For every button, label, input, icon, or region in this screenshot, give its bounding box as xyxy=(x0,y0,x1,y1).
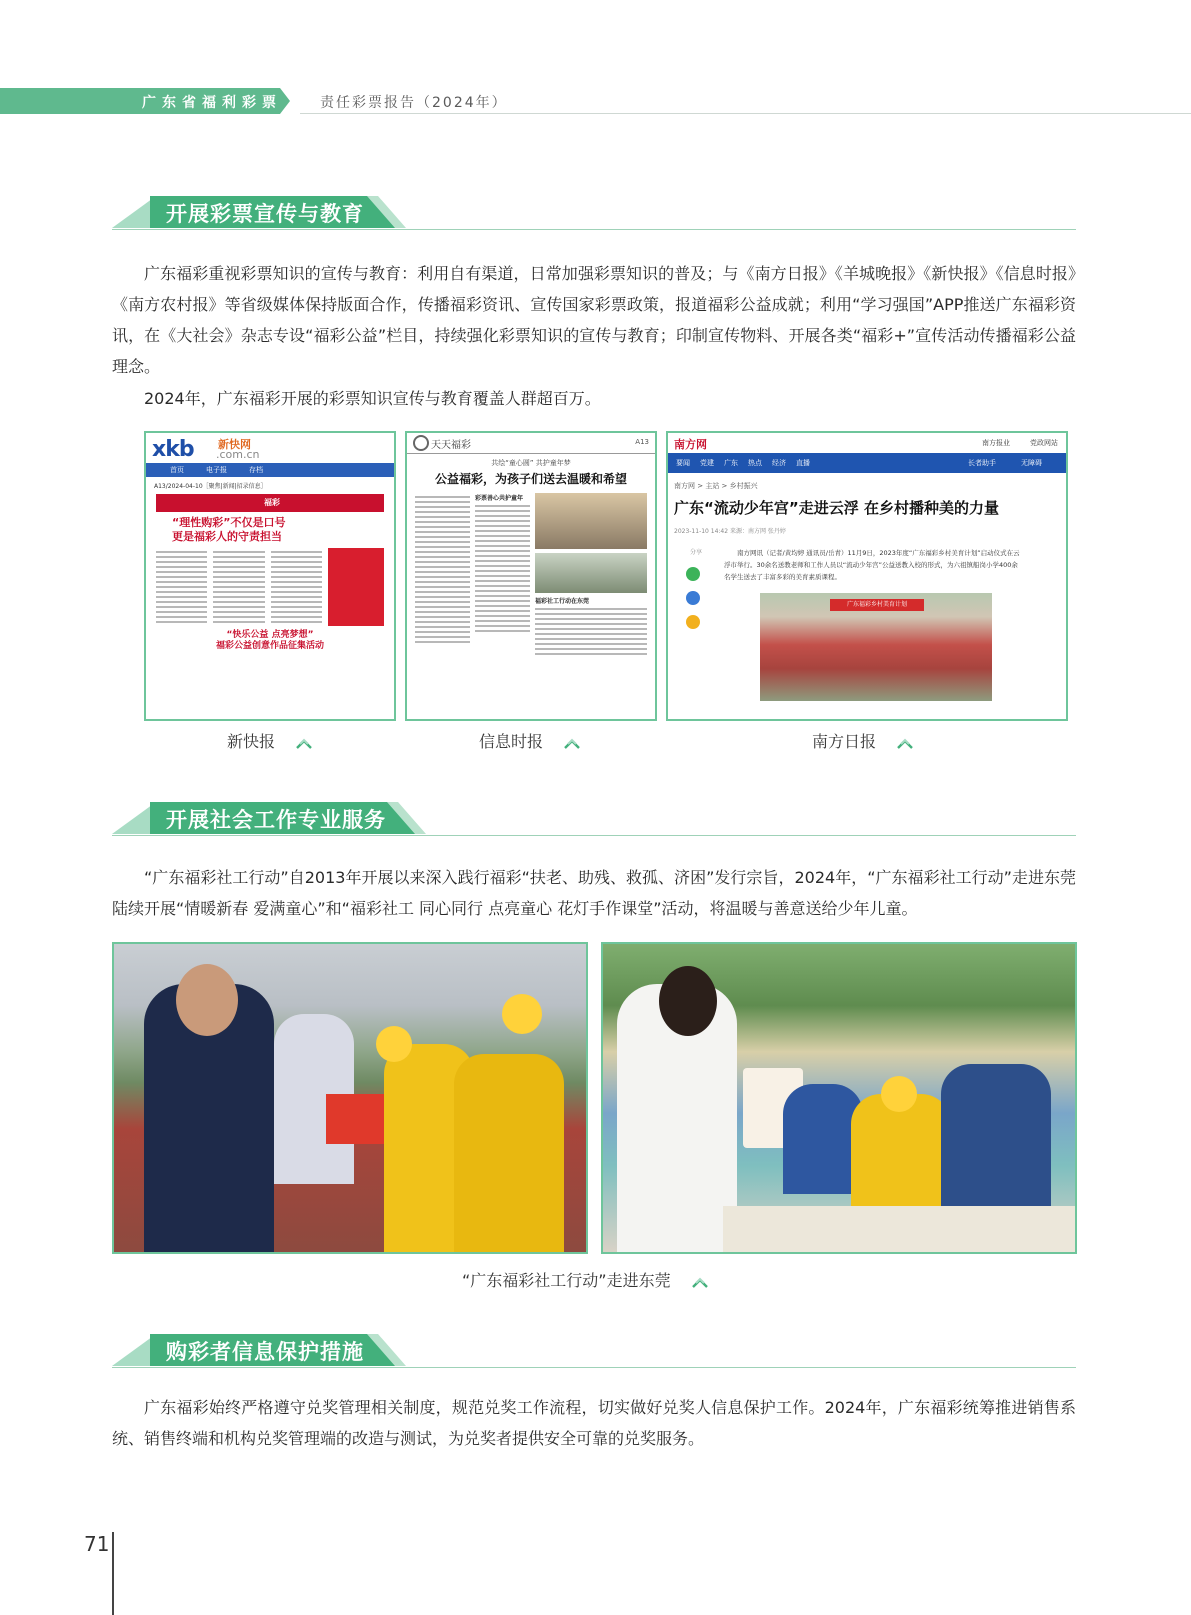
heading-decoration xyxy=(112,1334,156,1366)
chevron-up-icon xyxy=(690,1275,710,1289)
nfrb-breadcrumb: 南方网 > 主站 > 乡村振兴 xyxy=(674,482,758,490)
xkb-subhead xyxy=(146,630,394,652)
xkb-date-line: A13/2024-04-10［聚焦|新闻|招录信息］ xyxy=(154,483,267,490)
header-divider xyxy=(300,113,1191,114)
event-photo-gifts xyxy=(112,942,588,1254)
xxsb-sub2: 福彩社工行动在东莞 xyxy=(535,598,590,605)
page-header xyxy=(0,88,1191,114)
xkb-nav-item: 电子报 xyxy=(206,466,227,474)
xkb-domain: .com.cn xyxy=(216,448,260,461)
nfrb-body xyxy=(668,541,1066,711)
paragraph: 广东福彩始终严格遵守兑奖管理相关制度，规范兑奖工作流程，切实做好兑奖人信息保护工作。2024年，广东福彩统筹推进销售系统、销售终端和机构兑奖管理端的改造与测试，为兑奖者提供安全可靠的兑奖服务。 xyxy=(112,1398,1076,1448)
report-title: 责任彩票报告（2024年） xyxy=(320,95,508,111)
xxsb-masthead-title: 天天福彩 xyxy=(431,440,471,451)
wechat-icon[interactable] xyxy=(686,567,700,581)
caption-text: 南方日报 xyxy=(812,732,877,751)
xkb-banner xyxy=(156,494,384,512)
xkb-logo: xkb xyxy=(152,437,194,462)
xkb-badge: 福彩 xyxy=(264,498,280,507)
xkb-nav xyxy=(146,463,394,477)
nfrb-nav xyxy=(668,453,1066,473)
section-heading-education xyxy=(112,196,1076,230)
xkb-masthead xyxy=(146,433,394,463)
nfrb-nav-right[interactable]: 长者助手 xyxy=(968,459,996,467)
nfrb-body-text: 南方网讯（记者/黄均婷 通讯员/岳青）11月9日，2023年度“广东福彩乡村美育计划”启动仪式在云浮市举行。30余名送教老师和工作人员以“流动少年宫”公益送教入校的形式，为六祖镇船岗小学400余名学生送去了丰富多彩的美育素质课程。 xyxy=(724,549,1020,581)
nfrb-banner: 广东福彩乡村美育计划 xyxy=(830,599,924,611)
smiley-face-icon xyxy=(881,1076,917,1112)
nfrb-topbar xyxy=(668,433,1066,453)
nfrb-logo: 南方网 xyxy=(674,438,707,451)
xkb-red-sidebar xyxy=(328,548,384,626)
xkb-headline-line1: “理性购彩”不仅是口号 xyxy=(172,516,286,529)
nfrb-top-link[interactable]: 党政网站 xyxy=(1030,439,1058,447)
caption-text: 新快报 xyxy=(227,732,276,751)
page-number: 71 xyxy=(84,1532,110,1556)
caption-nfrb xyxy=(812,729,915,752)
xxsb-kicker: 共绘“童心圆” 共护童年梦 xyxy=(491,459,571,467)
photo-figure xyxy=(659,966,717,1036)
photo-caption xyxy=(462,1268,710,1291)
photo-figure xyxy=(851,1094,951,1214)
xxsb-columns xyxy=(407,487,655,664)
photo-figure xyxy=(454,1054,564,1254)
xxsb-page: A13 xyxy=(635,438,649,446)
heading-decoration xyxy=(112,802,156,834)
nfrb-nav-item[interactable]: 热点 xyxy=(748,459,762,467)
qq-icon[interactable] xyxy=(686,591,700,605)
chevron-up-icon xyxy=(294,736,314,750)
nfrb-nav-item[interactable]: 直播 xyxy=(796,459,810,467)
section-title: 购彩者信息保护措施 xyxy=(166,1340,364,1364)
nfrb-nav-item[interactable]: 经济 xyxy=(772,459,786,467)
heading-underline xyxy=(112,229,1076,230)
newspaper-clipping-nfrb xyxy=(666,431,1068,721)
xkb-headline-line2: 更是福彩人的守责担当 xyxy=(172,530,282,543)
paragraph: 广东福彩重视彩票知识的宣传与教育：利用自有渠道，日常加强彩票知识的普及；与《南方日报》《羊城晚报》《新快报》《信息时报》《南方农村报》等省级媒体保持版面合作，传播福彩资讯、宣传国家彩票政策，报道福彩公益成就；利用“学习强国”APP推送广东福彩资讯，在《大社会》杂志专设“福彩公益”栏目，持续强化彩票知识的宣传与教育；印制宣传物料、开展各类“福彩+”宣传活动传播福彩公益理念。 xyxy=(112,264,1076,376)
nfrb-nav-item[interactable]: 党建 xyxy=(700,459,714,467)
caption-xxsb xyxy=(479,729,582,752)
section-heading-social-work xyxy=(112,802,1076,836)
heading-decoration xyxy=(112,196,156,228)
xkb-subhead-line2: 福彩公益创意作品征集活动 xyxy=(215,641,324,651)
nfrb-headline: 广东“流动少年宫”走进云浮 在乡村播种美的力量 xyxy=(674,499,999,517)
chevron-up-icon xyxy=(895,736,915,750)
paragraph: “广东福彩社工行动”自2013年开展以来深入践行福彩“扶老、助残、救孤、济困”发行宗旨，2024年，“广东福彩社工行动”走进东莞陆续开展“情暖新春 爱满童心”和“福彩社工 同心同行 点亮童心 花灯手作课堂”活动，将温暖与善意送给少年儿童。 xyxy=(112,868,1076,918)
caption-text: 信息时报 xyxy=(479,732,544,751)
section-title: 开展彩票宣传与教育 xyxy=(166,202,364,226)
nfrb-nav-right[interactable]: 无障碍 xyxy=(1021,459,1042,467)
smiley-face-icon xyxy=(376,1026,412,1062)
section-title: 开展社会工作专业服务 xyxy=(166,808,386,832)
xkb-logo-sub: 新快网 xyxy=(218,438,251,451)
photo-table xyxy=(723,1206,1077,1254)
page-number-rule xyxy=(112,1532,114,1615)
newspaper-clipping-xkb xyxy=(144,431,396,721)
xxsb-masthead xyxy=(407,433,655,454)
nfrb-top-link[interactable]: 南方报业 xyxy=(982,439,1010,447)
nfrb-event-photo xyxy=(760,593,992,701)
weibo-icon[interactable] xyxy=(686,615,700,629)
heading-underline xyxy=(112,1367,1076,1368)
caption-xkb xyxy=(227,729,314,752)
smiley-face-icon xyxy=(502,994,542,1034)
xkb-nav-item: 首页 xyxy=(170,466,184,474)
chevron-up-icon xyxy=(562,736,582,750)
nfrb-meta: 2023-11-10 14:42 来源：南方网 张丹婷 xyxy=(674,528,786,535)
xkb-columns xyxy=(146,544,394,630)
xkb-headline xyxy=(146,512,394,544)
xkb-nav-item: 存档 xyxy=(249,466,263,474)
publisher-name: 广东省福利彩票 xyxy=(142,95,282,111)
nfrb-nav-item[interactable]: 广东 xyxy=(724,459,738,467)
photo-gift-box xyxy=(326,1094,386,1144)
xxsb-photo xyxy=(535,553,647,593)
nfrb-nav-item[interactable]: 要闻 xyxy=(676,459,690,467)
section-heading-privacy xyxy=(112,1334,1076,1368)
event-photo-lanterns xyxy=(601,942,1077,1254)
paragraph: 2024年，广东福彩开展的彩票知识宣传与教育覆盖人群超百万。 xyxy=(144,389,601,408)
photo-figure xyxy=(176,964,238,1036)
caption-text: “广东福彩社工行动”走进东莞 xyxy=(462,1271,671,1290)
nfrb-share-label: 分享 xyxy=(690,549,703,556)
heading-underline xyxy=(112,835,1076,836)
xxsb-headline: 公益福彩，为孩子们送去温暖和希望 xyxy=(434,472,627,486)
lotto-ball-icon xyxy=(413,435,429,451)
xxsb-sub1: 彩票善心共护童年 xyxy=(475,495,524,502)
xxsb-group-photo xyxy=(535,493,647,549)
xkb-subhead-line1: “快乐公益 点亮梦想” xyxy=(226,630,314,640)
newspaper-clipping-xxsb xyxy=(405,431,657,721)
